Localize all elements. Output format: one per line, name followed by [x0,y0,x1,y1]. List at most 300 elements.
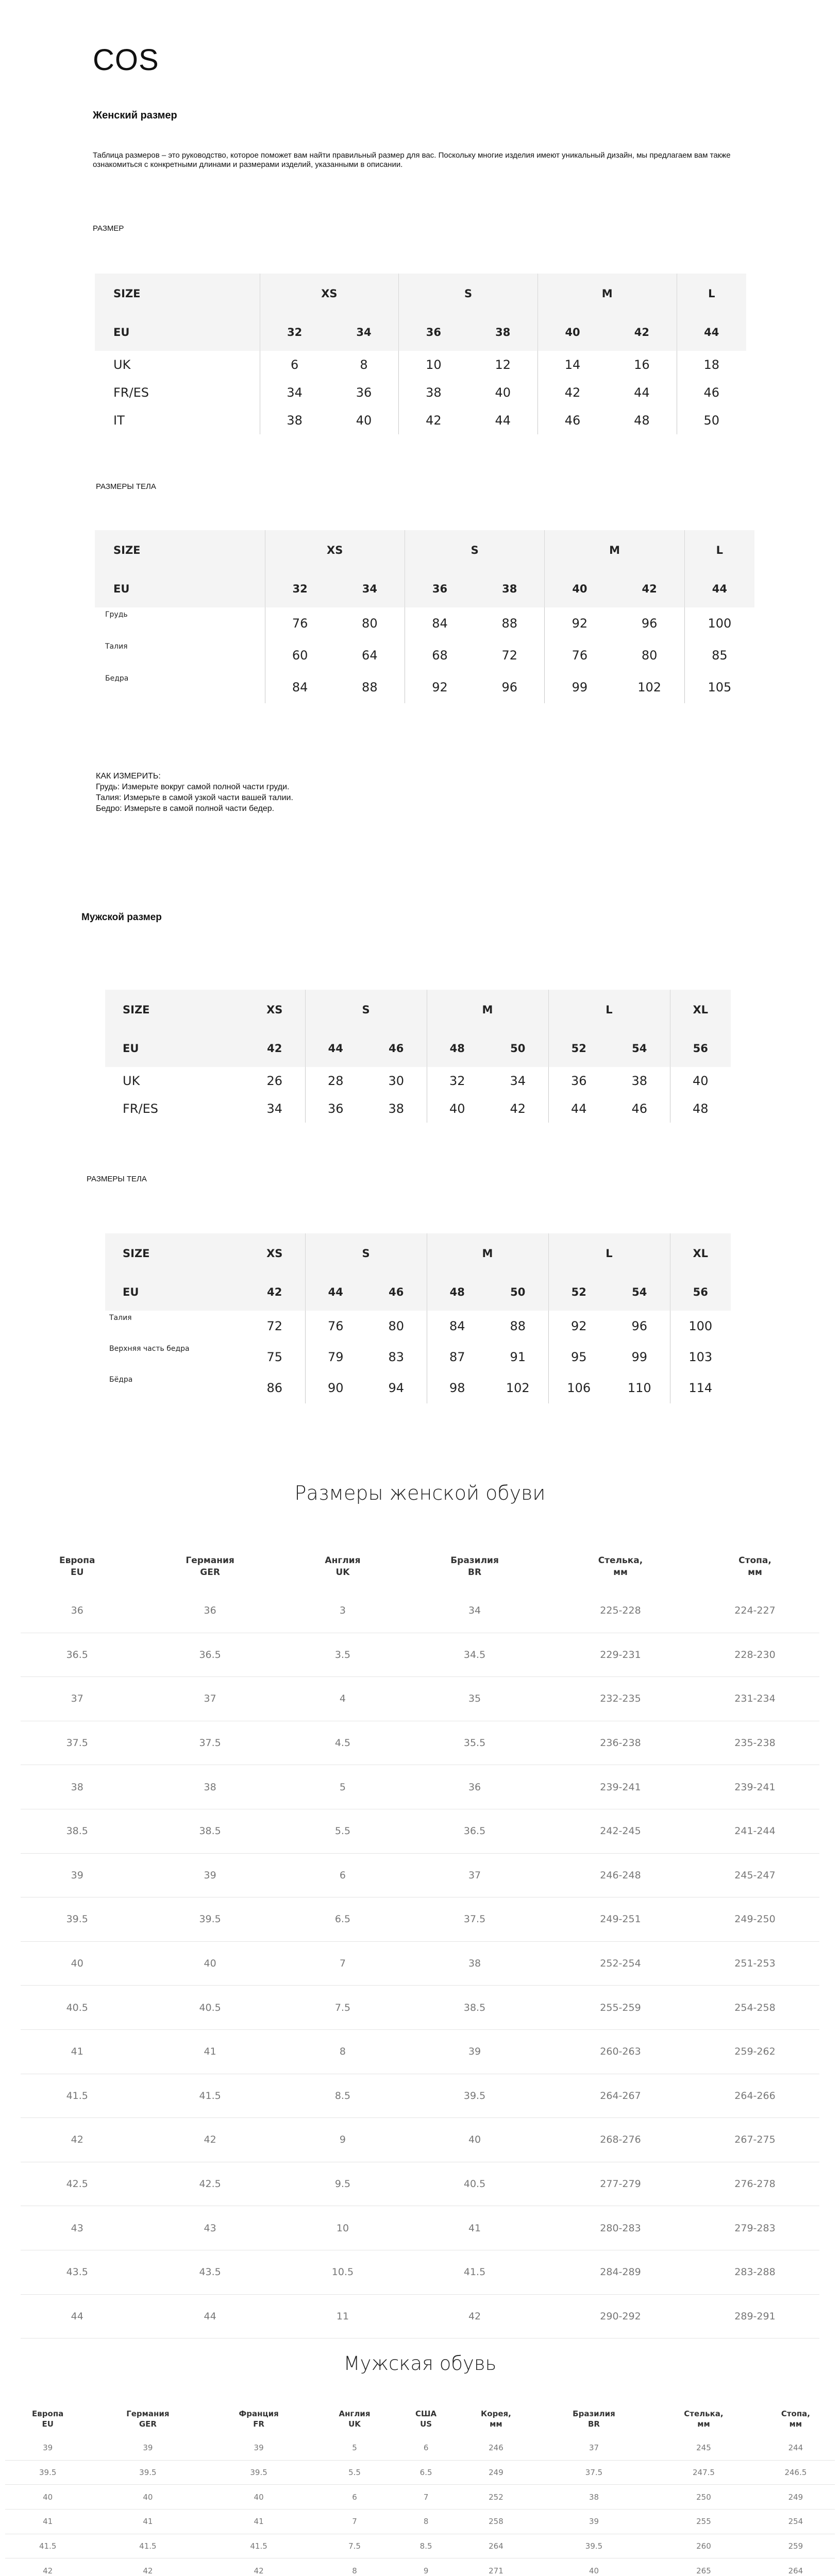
table-row [95,379,746,406]
size-group-row [105,1233,731,1274]
table-row [5,2558,835,2576]
how-to-measure-title: КАК ИЗМЕРИТЬ: [96,772,161,781]
table-cell: 8.5 [287,2074,399,2118]
table-row [21,1809,819,1853]
table-cell: 41.5 [90,2534,205,2558]
table-cell: 38 [133,1765,286,1809]
table-cell: 259 [757,2534,835,2558]
column-header: Стопа, мм [781,2409,811,2429]
table-cell: 99 [631,1350,648,1364]
eu-label: EU [95,314,260,351]
table-row [21,2206,819,2250]
table-cell: 10.5 [287,2250,399,2294]
eu-size-row [95,314,746,351]
table-cell: 8.5 [397,2534,455,2558]
size-group: XS [244,1233,305,1274]
row-label: UK [113,358,131,372]
table-row [21,1897,819,1942]
table-cell: 102 [506,1381,530,1395]
table-cell: 84 [265,671,335,703]
table-cell: 79 [305,1342,366,1372]
column-header: Европа EU [32,2409,64,2429]
size-group: S [305,1233,427,1274]
table-cell: 41 [21,2029,133,2074]
table-cell: 64 [362,648,378,663]
column-header: Германия GER [126,2409,170,2429]
column-header: Бразилия BR [573,2409,615,2429]
table-cell: 32 [427,1067,488,1095]
row-label: FR/ES [113,385,149,400]
table-cell: 39.5 [133,1897,286,1942]
table-cell: 40.5 [399,2162,550,2206]
table-cell: 43 [21,2206,133,2250]
eu-size: 38 [468,314,538,351]
table-cell: 38.5 [399,1986,550,2030]
table-cell: 41.5 [21,2074,133,2118]
eu-size: 52 [548,1274,609,1311]
row-label: UK [123,1074,140,1088]
table-cell: 42 [205,2558,312,2576]
size-group: S [305,990,427,1030]
table-cell: 100 [684,607,754,639]
table-cell: 249 [455,2460,537,2485]
table-cell: 249 [757,2485,835,2510]
table-cell: 36.5 [399,1809,550,1853]
table-cell: 84 [405,607,475,639]
table-cell: 6 [260,351,329,379]
men-body-label: РАЗМЕРЫ ТЕЛА [87,1175,147,1183]
table-cell: 114 [670,1372,731,1403]
table-cell: 10 [287,2206,399,2250]
table-cell: 259-262 [691,2029,819,2074]
table-cell: 11 [287,2294,399,2338]
how-to-measure [96,771,293,814]
table-cell: 7.5 [312,2534,397,2558]
row-label: Бедра [105,674,129,683]
eu-size: 42 [607,314,677,351]
table-row [105,1095,731,1123]
table-cell: 42 [510,1101,526,1116]
table-cell: 41 [399,2206,550,2250]
table-cell: 5.5 [287,1809,399,1853]
table-row [21,2294,819,2338]
table-cell: 12 [495,358,511,372]
table-cell: 34.5 [399,1633,550,1677]
table-cell: 42.5 [133,2162,286,2206]
eu-size: 34 [329,314,399,351]
size-group: XL [670,990,731,1030]
table-cell: 224-227 [691,1589,819,1633]
eu-size-row [105,1030,731,1067]
table-cell: 106 [548,1372,609,1403]
table-cell: 39 [5,2436,90,2460]
table-cell: 40 [537,2558,651,2576]
eu-size-row [95,570,754,607]
size-group-row [95,274,746,314]
size-group: L [677,274,746,314]
table-cell: 239-241 [691,1765,819,1809]
table-cell: 252-254 [550,1941,691,1986]
size-group: M [427,1233,548,1274]
table-cell: 264-267 [550,2074,691,2118]
table-cell: 258 [455,2510,537,2534]
table-cell: 277-279 [550,2162,691,2206]
table-cell: 39 [133,1853,286,1897]
table-cell: 246-248 [550,1853,691,1897]
table-cell: 80 [641,648,658,663]
column-header: Англия UK [339,2409,371,2429]
table-cell: 39.5 [537,2534,651,2558]
table-cell: 26 [266,1074,283,1088]
table-header-row [5,2402,835,2436]
table-cell: 41 [133,2029,286,2074]
table-cell: 289-291 [691,2294,819,2338]
table-cell: 36 [21,1589,133,1633]
table-cell: 92 [548,1311,609,1342]
table-row [95,607,754,639]
size-group-row [105,990,731,1030]
table-cell: 85 [684,639,754,671]
table-row [5,2534,835,2558]
table-cell: 244 [757,2436,835,2460]
table-cell: 38 [21,1765,133,1809]
women-size-title: Женский размер [93,110,177,121]
table-cell: 4.5 [287,1721,399,1765]
row-label: FR/ES [123,1101,158,1116]
table-cell: 36 [356,385,372,400]
eu-size: 38 [475,570,545,607]
table-row [21,1721,819,1765]
eu-size: 44 [684,570,754,607]
table-cell: 37.5 [133,1721,286,1765]
table-cell: 91 [510,1350,526,1364]
table-cell: 44 [21,2294,133,2338]
table-cell: 88 [510,1319,526,1333]
table-cell: 264-266 [691,2074,819,2118]
eu-size: 56 [670,1274,731,1311]
table-cell: 6.5 [287,1897,399,1942]
table-cell: 68 [405,639,475,671]
eu-size: 44 [677,314,746,351]
table-cell: 38 [631,1074,648,1088]
table-cell: 38 [537,2485,651,2510]
table-cell: 249-251 [550,1897,691,1942]
table-row [95,351,746,379]
table-cell: 18 [677,351,746,379]
size-group: S [399,274,538,314]
table-cell: 92 [405,671,475,703]
table-cell: 76 [305,1311,366,1342]
table-cell: 40 [427,1095,488,1123]
column-header: Стопа, мм [738,1555,771,1578]
table-cell: 44 [634,385,650,400]
table-cell: 99 [545,671,615,703]
table-cell: 42 [399,406,468,434]
table-row [21,1589,819,1633]
table-cell: 72 [266,1319,283,1333]
size-group: M [537,274,677,314]
table-cell: 72 [501,648,517,663]
table-cell: 236-238 [550,1721,691,1765]
table-cell: 40.5 [21,1986,133,2030]
table-row [21,1633,819,1677]
table-cell: 249-250 [691,1897,819,1942]
eu-label: EU [105,1030,244,1067]
eu-size: 36 [399,314,468,351]
size-guide-intro: Таблица размеров – это руководство, которое поможет вам найти правильный размер для вас. Поскольку многие изделия имеют уникальный дизайн, мы предлагаем вам также ознакомиться с конкретными длинами и размерами изделий, указанными в описании. [93,151,731,169]
eu-size: 44 [305,1274,366,1311]
women-shoes-title: Размеры женской обуви [294,1482,546,1504]
table-cell: 225-228 [550,1589,691,1633]
table-cell: 280-283 [550,2206,691,2250]
table-cell: 242-245 [550,1809,691,1853]
table-cell: 36 [305,1095,366,1123]
table-cell: 96 [641,616,658,631]
table-row [5,2510,835,2534]
table-cell: 42 [133,2118,286,2162]
column-header: Европа EU [59,1555,95,1578]
table-cell: 40 [205,2485,312,2510]
table-cell: 34 [399,1589,550,1633]
men-shoes-table [5,2402,835,2576]
table-cell: 103 [670,1342,731,1372]
table-cell: 76 [265,607,335,639]
table-cell: 43.5 [133,2250,286,2294]
eu-size: 40 [537,314,607,351]
column-header: Бразилия BR [450,1555,499,1578]
table-cell: 80 [362,616,378,631]
table-cell: 76 [545,639,615,671]
table-cell: 267-275 [691,2118,819,2162]
men-size-title: Мужской размер [81,912,162,923]
eu-size: 46 [366,1274,427,1311]
table-cell: 34 [266,1101,283,1116]
table-cell: 38.5 [21,1809,133,1853]
table-cell: 35.5 [399,1721,550,1765]
table-cell: 38 [399,1941,550,1986]
table-cell: 41.5 [399,2250,550,2294]
table-row [105,1342,731,1372]
table-cell: 36 [133,1589,286,1633]
men-shoes-title: Мужская обувь [343,2352,497,2375]
table-row [21,2074,819,2118]
table-cell: 245-247 [691,1853,819,1897]
table-row [105,1311,731,1342]
row-label: Талия [109,1314,132,1322]
men-size-table [105,990,731,1123]
table-row [21,1941,819,1986]
table-cell: 40 [495,385,511,400]
column-header: Корея, мм [481,2409,511,2429]
measure-line: Бедро: Измерьте в самой полной части бедер. [96,804,275,813]
table-cell: 9 [287,2118,399,2162]
table-cell: 44 [495,413,511,428]
table-cell: 43.5 [21,2250,133,2294]
table-cell: 254 [757,2510,835,2534]
table-row [95,639,754,671]
table-cell: 88 [501,616,517,631]
women-body-table [95,530,754,703]
table-cell: 36.5 [21,1633,133,1677]
table-cell: 96 [631,1319,648,1333]
row-label: Бёдра [109,1376,133,1384]
table-row [95,671,754,703]
table-cell: 39.5 [90,2460,205,2485]
eu-size: 48 [427,1274,488,1311]
row-label: Талия [105,642,128,651]
table-cell: 41.5 [205,2534,312,2558]
eu-size: 54 [609,1030,670,1067]
table-cell: 5 [312,2436,397,2460]
table-cell: 37.5 [21,1721,133,1765]
table-cell: 10 [399,351,468,379]
table-cell: 250 [651,2485,757,2510]
table-cell: 264 [455,2534,537,2558]
eu-label: EU [105,1274,244,1311]
row-label: IT [113,413,125,428]
column-header: Стелька, мм [684,2409,724,2429]
women-size-table [95,274,746,434]
table-cell: 44 [133,2294,286,2338]
table-cell: 231-234 [691,1677,819,1721]
table-cell: 4 [287,1677,399,1721]
table-row [21,2118,819,2162]
eu-size: 32 [265,570,335,607]
table-cell: 38.5 [133,1809,286,1853]
table-cell: 39.5 [5,2460,90,2485]
row-label: Грудь [105,611,128,619]
table-cell: 7 [397,2485,455,2510]
column-header: Англия UK [325,1555,361,1578]
women-body-label: РАЗМЕРЫ ТЕЛА [96,482,156,491]
table-cell: 36 [548,1067,609,1095]
table-cell: 40 [133,1941,286,1986]
size-group: XS [244,990,305,1030]
size-group: XS [260,274,399,314]
table-cell: 9 [397,2558,455,2576]
eu-size: 50 [488,1030,548,1067]
table-cell: 30 [388,1074,405,1088]
table-cell: 3.5 [287,1633,399,1677]
table-cell: 271 [455,2558,537,2576]
table-cell: 8 [397,2510,455,2534]
table-cell: 246 [455,2436,537,2460]
table-cell: 42 [399,2294,550,2338]
table-cell: 276-278 [691,2162,819,2206]
table-cell: 38 [399,379,468,406]
column-header: США US [415,2409,437,2429]
size-group: M [427,990,548,1030]
women-size-label: РАЗМЕР [93,224,124,233]
table-cell: 83 [388,1350,405,1364]
eu-size: 42 [244,1274,305,1311]
table-cell: 39 [21,1853,133,1897]
column-header: Стелька, мм [598,1555,643,1578]
table-cell: 9.5 [287,2162,399,2206]
table-cell: 41 [205,2510,312,2534]
size-corner-label: SIZE [95,274,260,314]
table-cell: 39 [205,2436,312,2460]
table-cell: 41.5 [5,2534,90,2558]
eu-size: 48 [427,1030,488,1067]
table-cell: 6.5 [397,2460,455,2485]
table-cell: 247.5 [651,2460,757,2485]
table-cell: 80 [388,1319,405,1333]
table-cell: 87 [427,1342,488,1372]
table-row [21,2029,819,2074]
size-corner-label: SIZE [95,530,265,570]
table-cell: 105 [684,671,754,703]
table-row [105,1067,731,1095]
table-row [5,2485,835,2510]
size-group-row [95,530,754,570]
eu-size: 50 [488,1274,548,1311]
table-cell: 44 [548,1095,609,1123]
table-cell: 46 [537,406,607,434]
table-cell: 92 [545,607,615,639]
table-cell: 75 [266,1350,283,1364]
size-group: M [545,530,684,570]
table-cell: 48 [670,1095,731,1123]
table-cell: 37 [133,1677,286,1721]
women-shoes-table [21,1545,819,2338]
table-cell: 90 [305,1372,366,1403]
size-group: L [548,1233,670,1274]
table-row [105,1372,731,1403]
table-cell: 39.5 [21,1897,133,1942]
table-cell: 42 [537,379,607,406]
table-cell: 229-231 [550,1633,691,1677]
table-cell: 110 [627,1381,651,1395]
table-cell: 39 [399,2029,550,2074]
table-row [21,1986,819,2030]
table-cell: 3 [287,1589,399,1633]
table-cell: 39 [537,2510,651,2534]
table-row [95,406,746,434]
table-cell: 40 [90,2485,205,2510]
table-row [5,2460,835,2485]
table-cell: 8 [360,358,368,372]
table-cell: 86 [266,1381,283,1395]
table-cell: 43 [133,2206,286,2250]
table-cell: 95 [548,1342,609,1372]
measure-line: Грудь: Измерьте вокруг самой полной части груди. [96,783,290,791]
table-cell: 35 [399,1677,550,1721]
table-cell: 6 [312,2485,397,2510]
table-cell: 290-292 [550,2294,691,2338]
table-cell: 246.5 [757,2460,835,2485]
table-cell: 279-283 [691,2206,819,2250]
table-cell: 260-263 [550,2029,691,2074]
table-cell: 40 [356,413,372,428]
table-cell: 38 [388,1101,405,1116]
eu-size: 44 [305,1030,366,1067]
brand-logo[interactable]: COS [93,43,159,77]
table-cell: 283-288 [691,2250,819,2294]
table-cell: 41 [90,2510,205,2534]
table-cell: 5 [287,1765,399,1809]
table-cell: 37.5 [399,1897,550,1942]
size-group: L [684,530,754,570]
size-group: S [405,530,544,570]
table-cell: 260 [651,2534,757,2558]
eu-size: 32 [260,314,329,351]
eu-label: EU [95,570,265,607]
table-cell: 60 [265,639,335,671]
table-cell: 284-289 [550,2250,691,2294]
eu-size: 42 [615,570,685,607]
table-cell: 36.5 [133,1633,286,1677]
